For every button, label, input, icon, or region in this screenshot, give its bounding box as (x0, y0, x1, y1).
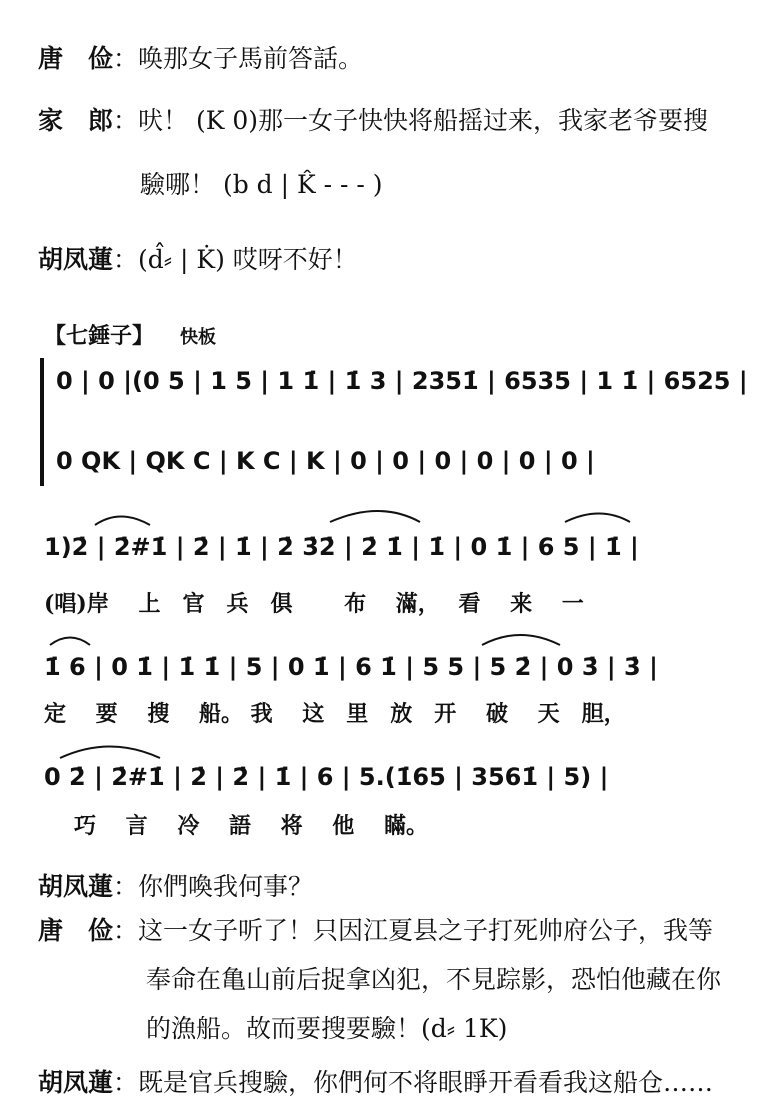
melody-notes: 1̇ 6 | 0 1̇ | 1̇ 1̇ | 5 | 0 1̇ | 6 1̇ | 5 5 | 5 2̇ | 0 3̇ | 3̇ | (44, 653, 658, 681)
dialogue-text: 既是官兵搜驗，你們何不将眼睜开看看我这船仓…… (138, 1068, 714, 1097)
dialogue-text: 的漁船。故而要搜要驗！(d⸗ 1K) (146, 1014, 508, 1043)
percussion-upper-row: 0 | 0 |(0 5 | 1 5 | 1 1̇ | 1̇ 3 | 2351̇ | 6535 | 1 1̇ | 6525 | (56, 367, 748, 395)
dialogue-text: 吠！ (K 0)那一女子快快将船摇过来，我家老爷要搜 (138, 106, 709, 135)
dialogue-text: 这一女子听了！只因江夏县之子打死帅府公子，我等 (138, 916, 714, 945)
dialogue-line: 唐 俭：唤那女子馬前答話。 (38, 44, 364, 73)
melody-lyrics: 巧 言 冷 語 将 他 瞞。 (74, 813, 428, 839)
section-title: 【七錘子】 (44, 323, 155, 349)
dialogue-text: 唤那女子馬前答話。 (138, 44, 364, 73)
tempo-marking: 快板 (179, 327, 216, 348)
dialogue-text: (d̂⸗ | K̇) 哎呀不好！ (138, 245, 358, 274)
dialogue-line: 胡凤蓮：你們喚我何事？ (38, 872, 314, 901)
dialogue-line (146, 965, 721, 995)
dialogue-text: 奉命在亀山前后捉拿凶犯，不見踪影，恐怕他藏在你 (146, 965, 722, 994)
dialogue-line: 家 郎：吠！ (K 0)那一女子快快将船摇过来，我家老爷要搜 (38, 106, 709, 135)
melody-lyrics: 定 要 搜 船。 我 这 里 放 开 破 天 胆， (44, 701, 626, 727)
dialogue-text: 你們喚我何事？ (138, 872, 314, 901)
dialogue-line (146, 1014, 507, 1044)
dialogue-line: 唐 俭：这一女子听了！只因江夏县之子打死帅府公子，我等 (38, 916, 714, 945)
speaker-name: 唐 俭 (38, 44, 114, 73)
speaker-name: 胡凤蓮 (38, 1068, 114, 1097)
percussion-lower-row: 0 QK | QK C | K C | K | 0 | 0 | 0 | 0 | 0 | 0 | (56, 447, 595, 475)
dialogue-line: 胡凤蓮：(d̂⸗ | K̇) 哎呀不好！ (38, 245, 358, 274)
melody-notes: 1)2̇ | 2̇#1̇ | 2̇ | 1̇ | 2̇ 3̇2̇ | 2̇ 1̇ | 1̇ | 0 1̇ | 6 5 | 1̇ | (44, 533, 639, 561)
speaker-name: 胡凤蓮 (38, 872, 114, 901)
melody-lyrics: (唱)岸 上 官 兵 俱 布 滿， 看 来 一 (44, 591, 584, 617)
speaker-name: 胡凤蓮 (38, 245, 114, 274)
dialogue-line: 胡凤蓮：既是官兵搜驗，你們何不将眼睜开看看我这船仓…… (38, 1068, 714, 1097)
speaker-name: 家 郎 (38, 106, 114, 135)
melody-notes: 0 2̇ | 2̇#1̇ | 2̇ | 2̇ | 1̇ | 6 | 5.(1̇65 | 3561̇ | 5) | (44, 763, 609, 791)
speaker-name: 唐 俭 (38, 916, 114, 945)
dialogue-text: 驗哪！ (b d | K̂ - - - ) (140, 170, 383, 199)
